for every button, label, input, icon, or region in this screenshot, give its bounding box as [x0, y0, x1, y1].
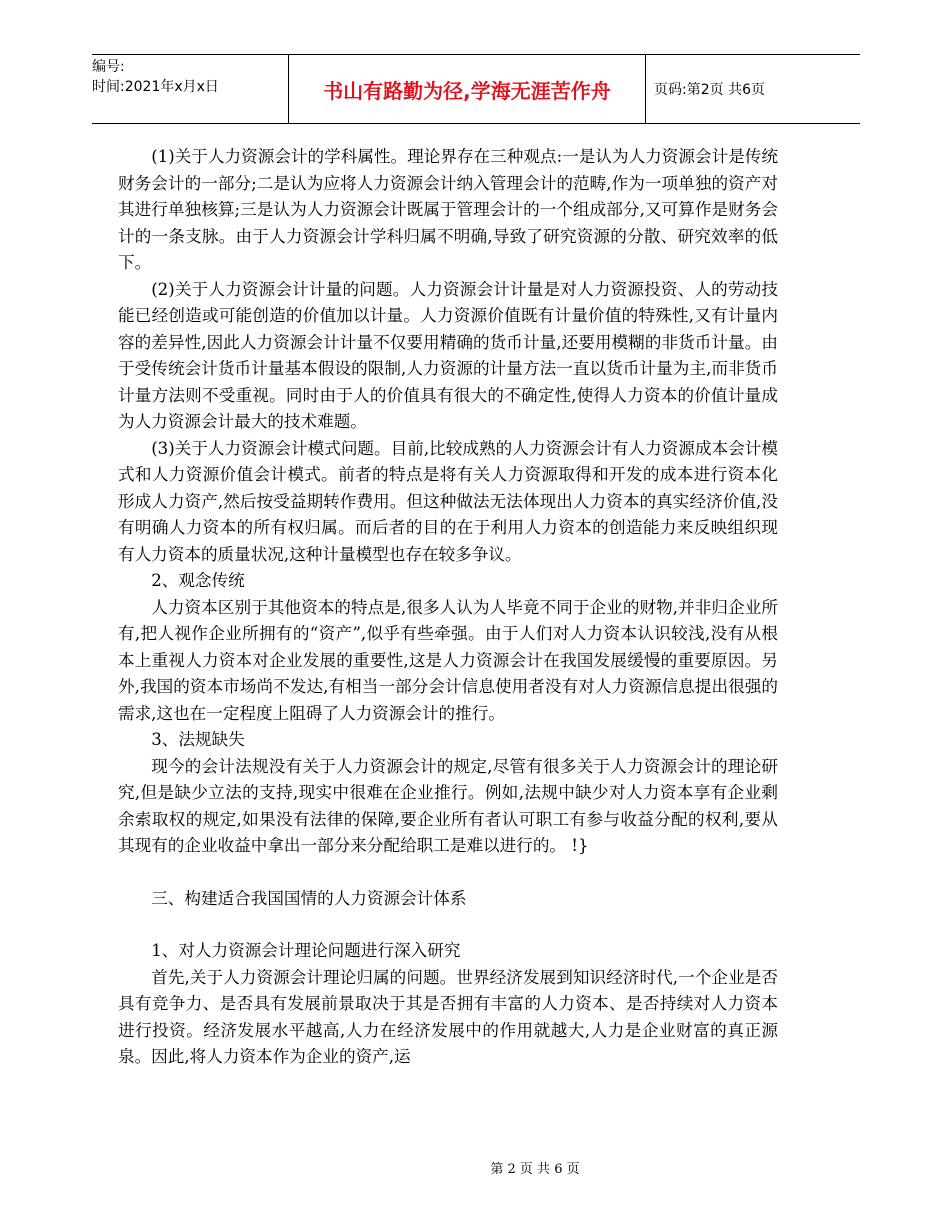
number-label: 编号:: [92, 59, 125, 75]
time-label: 时间:2021年x月x日: [92, 79, 219, 95]
paragraph-subject-attribute: (1)关于人力资源会计的学科属性。理论界存在三种观点:一是认为人力资源会计是传统财务会计的一部分;二是认为应将人力资源会计纳入管理会计的范畴,作为一项单独的资产对其进行单独核算;三是认为人力资源会计既属于管理会计的一个组成部分,又可算作是财务会计的一条支脉。由于人力资源会计学科归属不明确,导致了研究资源的分散、研究效率的低下。: [118, 147, 778, 272]
page-header: [92, 54, 860, 124]
paragraph-theory: 首先,关于人力资源会计理论归属的问题。世界经济发展到知识经济时代,一个企业是否具有竞争力、是否具有发展前景取决于其是否拥有丰富的人力资本、是否持续对人力资本进行投资。经济发展水平越高,人力在经济发展中的作用就越大,人力是企业财富的真正源泉。因此,将人力资本作为企业的资产,运: [118, 967, 778, 1066]
footer-page-number: 第 2 页 共 6 页: [490, 1162, 580, 1177]
heading-regulation: 3、法规缺失: [151, 730, 245, 749]
paragraph-measurement: (2)关于人力资源会计计量的问题。人力资源会计计量是对人力资源投资、人的劳动技能已经创造或可能创造的价值加以计量。人力资源价值既有计量价值的特殊性,又有计量内容的差异性,因此人力资源会计计量不仅要用精确的货币计量,还要用模糊的非货币计量。由于受传统会计货币计量基本假设的限制,人力资源的计量方法一直以货币计量为主,而非货币计量方法则不受重视。同时由于人的价值具有很大的不确定性,使得人力资本的价值计量成为人力资源会计最大的技术难题。: [118, 279, 778, 431]
header-motto: 书山有路勤为径,学海无涯苦作舟: [289, 55, 646, 123]
section-heading: 三、构建适合我国国情的人力资源会计体系: [151, 888, 467, 908]
paragraph-regulation: 现今的会计法规没有关于人力资源会计的规定,尽管有很多关于人力资源会计的理论研究,但是缺少立法的支持,现实中很难在企业推行。例如,法规中缺少对人力资本享有企业剩余索取权的规定,如果没有法律的保障,要企业所有者认可职工有参与收益分配的权利,要从其现有的企业收益中拿出一部分来分配给职工是难以进行的。 !}: [118, 756, 778, 855]
subheading-theory: 1、对人力资源会计理论问题进行深入研究: [151, 941, 461, 960]
paragraph-concept: 人力资本区别于其他资本的特点是,很多人认为人毕竟不同于企业的财物,并非归企业所有,把人视作企业所拥有的“资产”,似乎有些牵强。由于人们对人力资本认识较浅,没有从根本上重视人力资本对企业发展的重要性,这是人力资源会计在我国发展缓慢的重要原因。另外,我国的资本市场尚不发达,有相当一部分会计信息使用者没有对人力资源信息提出很强的需求,这也在一定程度上阻碍了人力资源会计的推行。: [118, 597, 778, 723]
heading-concept: 2、观念传统: [151, 571, 245, 590]
header-meta: [92, 55, 289, 123]
page-footer: [0, 1158, 950, 1177]
document-body: [118, 144, 778, 1071]
header-page-info: 页码:第2页 共6页: [654, 82, 765, 98]
paragraph-model: (3)关于人力资源会计模式问题。目前,比较成熟的人力资源会计有人力资源成本会计模式和人力资源价值会计模式。前者的特点是将有关人力资源取得和开发的成本进行资本化形成人力资产,然后按受益期转作费用。但这种做法无法体现出人力资本的真实经济价值,没有明确人力资本的所有权归属。而后者的目的在于利用人力资本的创造能力来反映组织现有人力资本的质量状况,这种计量模型也存在较多争议。: [118, 438, 778, 564]
